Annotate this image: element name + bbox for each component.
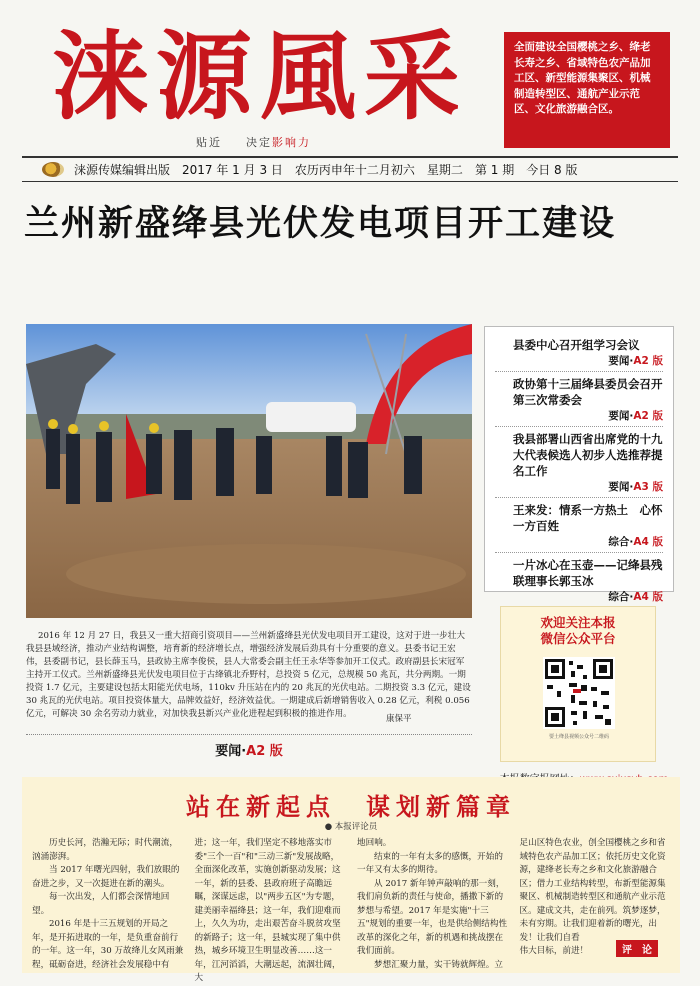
editorial-paragraph: 历史长河，浩瀚无际；时代潮流，汹涌澎湃。 [32,838,178,862]
info-bar [22,156,678,182]
lunar-date: 农历丙申年十二月初六 [294,163,415,177]
slogan [196,134,311,150]
divider [26,734,472,735]
slogan-redbox: 全面建设全国樱桃之乡、绛老长寿之乡、省域特色农产品加工区、新型能源集聚区、机械制造转型区、通航产业示范区、文化旅游融合区。 [504,32,670,148]
editorial-paragraph: 足山区特色农业，创全国樱桃之乡和省域特色农产品加工区；依托历史文化资源，建绛老长寿之乡和文化旅游融合区；借力工业结构转型，布新型能源集聚区、机械制造转型区和通航产业示范区。建成文共，走在前列。筑梦逐梦，未有穷期。让我们迎着新的曙光，出发！让我们自看 [519,838,666,943]
toc-item-ref: 要闻·A2 版 [608,410,663,422]
lead-photo [26,324,472,618]
commentary-badge: 评 论 [616,940,658,957]
toc-item-ref: 要闻·A2 版 [608,355,663,367]
editorial-paragraph: 每一次出发，人们都会深情地回望。 [32,892,170,916]
newspaper-title: 涞源風采 [52,20,468,133]
continue-section: 要闻 [215,744,242,759]
editorial-paragraph: 从 2017 新年钟声敲响的那一刻，我们肩负新的责任与使命，播撒下新的梦想与希望。2017 年是实施"十三五"规划的重要一年，也是供给侧结构性改革的深化之年，新的机遇和挑战摆在我们面前。 [357,878,508,956]
wechat-line1: 欢迎关注本报 [540,615,616,630]
toc-item-title: 县委中心召开组学习会议 [513,338,640,352]
wechat-promo [500,606,656,762]
editorial-columns [32,837,672,983]
toc-item-title: 王来发：情系一方热土 心怀一方百姓 [513,503,663,533]
lead-continue[interactable]: 要闻·A2 版 [215,744,283,759]
page-count: 今日 8 版 [526,163,578,177]
toc-item-title: 政协第十三届绛县委员会召开第三次常委会 [513,377,663,407]
toc-item-ref: 综合·A4 版 [608,536,663,548]
editorial-author: ● 本报评论员 [324,822,378,832]
editorial-paragraph: 进；这一年，我们坚定不移地落实市委"三个一百"和"三动三新"发展战略，全面深化改革，实施创新驱动发展；这一年，新的县委、县政府班子高瞻远瞩，深谋远虑，以"两步五区"为专题，建美丽幸福绛县；这一年，我们迎难而上，久久为功，走出艰苦奋斗脱贫攻坚的新路子；这一年，县城实现了集中供热，城乡环境卫生明显改善……这一年，江河滔滔，大潮远起，流涸壮阔，大 [194,838,341,983]
toc-item[interactable] [495,553,663,607]
lead-headline: 兰州新盛绛县光伏发电项目开工建设 [24,204,617,244]
editorial-paragraph: 当 2017 年曙光四射，我们放眼的奋进之步，又一次挺进在新的潮头。 [32,865,180,889]
byline: 康保平 [386,714,412,724]
editorial-section [22,777,680,983]
slogan-right: 决定 [246,136,272,149]
editorial-paragraph: 结束的一年有太多的感慨，开始的一年又有太多的期待。 [357,851,503,875]
editorial-column [357,837,510,969]
toc-item-ref: 要闻·A3 版 [608,481,663,493]
toc-item-title: 一片冰心在玉壶——记绛县残联理事长郭玉冰 [513,558,663,588]
issue-date: 2017 年 1 月 3 日 [182,163,283,177]
lead-caption: 2016 年 12 月 27 日，我县又一重大招商引资项目——兰州新盛绛县光伏发电项目开工建设，这对于进一步壮大我县县域经济，推动产业结构调整，培育新的经济增长点，增强经济发展后劲具有十分重要的意义。县委书记王宏伟，县委副书记，县长薛玉马，县政协主席李俊侯，县人大常委会副主任王永华等参加开工仪式。政府副县长宋冠军主持开工仪式。兰州新盛绛县光伏发电项目位于古绛镇北乔野村，总投资 5 亿元，总规模 50 兆瓦，共分两期。一期投资 1.7 亿元，主要建设包括太阳能光伏电场，110kv 升压站在内的 20 兆瓦的光伏电站。二期投资 3.3 亿元，建设 30 兆瓦的光伏电站。项目投资体量大，品牌效益好，经济效益优。一期建成后新增销售收入 0.28 亿元，利税 0.056 亿元，可解决 30 余名劳动力就业，对加快我县新兴产业化进程起到积极的推进作用。 [26,631,471,719]
toc-item[interactable] [495,427,663,498]
issue-number: 第 1 期 [474,163,515,177]
groundbreaking-photo-image [26,324,472,618]
slogan-red: 影响力 [272,136,311,149]
editorial-paragraph: 地回响。 [357,838,392,848]
editorial-column [194,837,348,983]
toc-item-ref: 综合·A4 版 [608,591,663,603]
table-of-contents [484,326,674,603]
toc-item[interactable] [495,372,663,427]
toc-item[interactable] [495,498,663,553]
masthead [0,0,700,150]
publisher-logo-icon [42,162,64,177]
toc-item[interactable] [495,333,663,372]
editorial-paragraph: 伟大目标，前进！ [519,946,589,956]
editorial-column [32,837,185,969]
qr-code-icon[interactable] [543,657,615,729]
wechat-line2: 微信公众平台 [540,631,616,646]
editorial-title: 站在新起点 谋划新篇章 [186,792,516,821]
toc-item-title: 我县部署山西省出席党的十九大代表候选人初步人选推荐提名工作 [513,432,663,478]
slogan-left: 贴近 [196,136,222,149]
continue-page: A2 版 [246,744,283,759]
editorial-paragraph: 2016 年是十三五规划的开局之年，是开拓进取的一年，是负重奋前行的一年。这一年，30 万故绛儿女风雨兼程，砥砺奋进，经济社会发展稳中有 [32,919,184,970]
publisher: 涞源传媒编辑出版 [74,163,171,177]
weekday: 星期二 [426,163,463,177]
editorial-paragraph: 梦想汇聚力量，实干铸就辉煌。立 [374,959,503,970]
qr-note: 要土绛县视频公众号二维码 [548,734,609,740]
